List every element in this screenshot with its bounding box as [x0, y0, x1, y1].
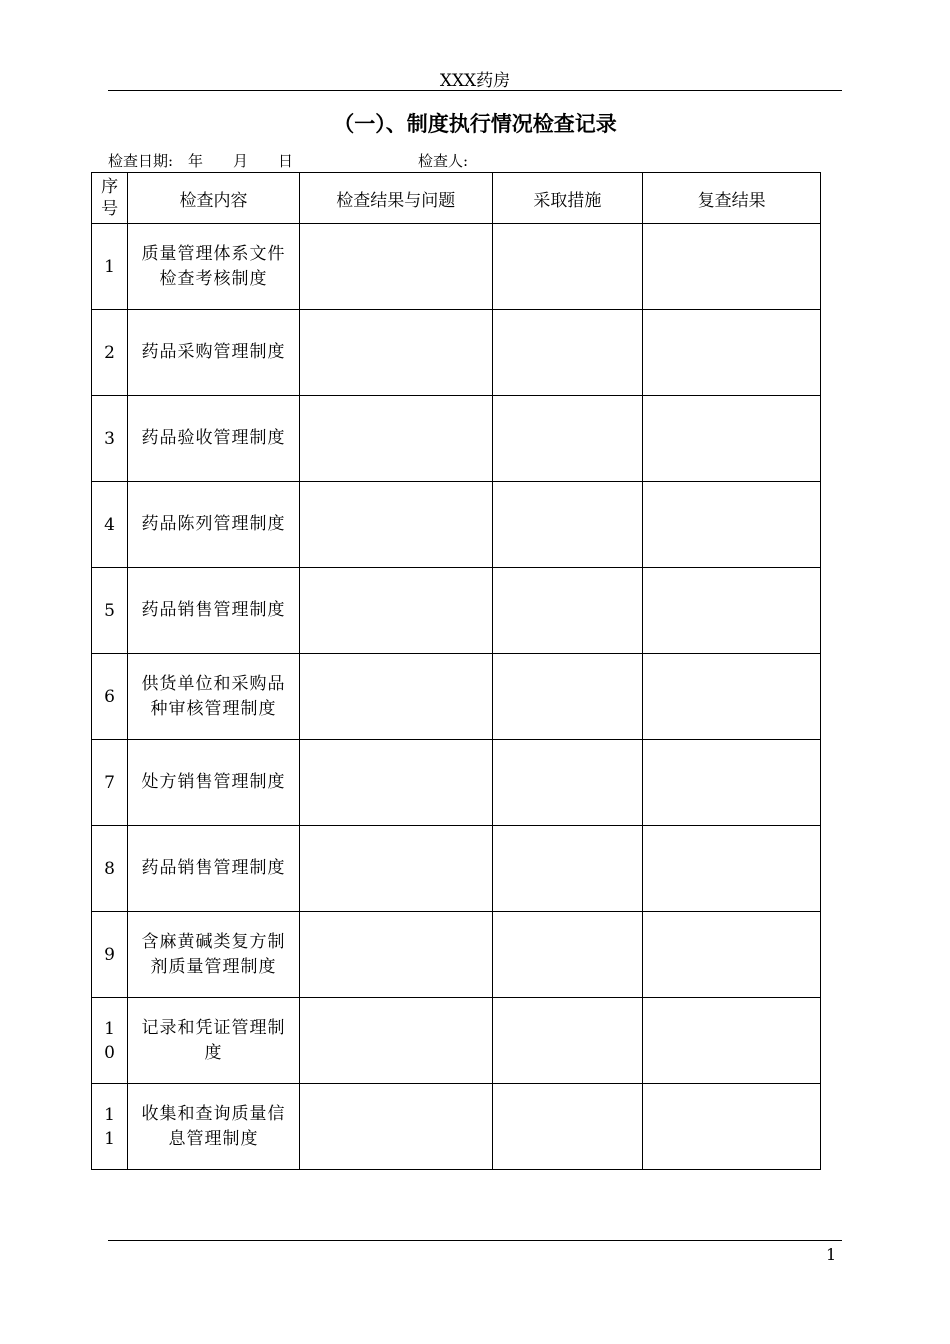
inspection-item: 质量管理体系文件检查考核制度: [128, 224, 300, 310]
measures-cell: [492, 224, 643, 310]
inspection-item: 药品验收管理制度: [128, 396, 300, 482]
table-row: [92, 740, 821, 826]
measures-cell: [492, 482, 643, 568]
table-row: [92, 482, 821, 568]
row-number: 1: [92, 224, 128, 310]
table-row: [92, 568, 821, 654]
running-header: XXX药房: [439, 71, 511, 91]
result-cell: [299, 654, 492, 740]
inspection-date-label: 检查日期: 年 月 日: [108, 152, 294, 170]
row-number: 7: [92, 740, 128, 826]
result-cell: [299, 1084, 492, 1170]
row-number: 4: [92, 482, 128, 568]
inspection-item: 药品销售管理制度: [128, 568, 300, 654]
row-number: 10: [92, 998, 128, 1084]
inspection-item: 药品采购管理制度: [128, 310, 300, 396]
inspection-item: 记录和凭证管理制度: [128, 998, 300, 1084]
measures-cell: [492, 1084, 643, 1170]
inspection-item: 供货单位和采购品种审核管理制度: [128, 654, 300, 740]
measures-cell: [492, 310, 643, 396]
table-row: [92, 826, 821, 912]
measures-cell: [492, 568, 643, 654]
column-header-no: 序号: [92, 173, 128, 224]
row-number: 3: [92, 396, 128, 482]
measures-cell: [492, 654, 643, 740]
table-row: [92, 1084, 821, 1170]
recheck-cell: [643, 912, 821, 998]
column-header-content: 检查内容: [128, 173, 300, 224]
measures-cell: [492, 826, 643, 912]
result-cell: [299, 826, 492, 912]
column-header-result: 检查结果与问题: [299, 173, 492, 224]
result-cell: [299, 224, 492, 310]
result-cell: [299, 310, 492, 396]
row-number: 11: [92, 1084, 128, 1170]
table-row: [92, 654, 821, 740]
table-row: [92, 396, 821, 482]
inspection-item: 含麻黄碱类复方制剂质量管理制度: [128, 912, 300, 998]
measures-cell: [492, 998, 643, 1084]
inspection-record-table: [91, 172, 821, 1170]
table-row: [92, 310, 821, 396]
row-number: 6: [92, 654, 128, 740]
footer-divider: [108, 1240, 842, 1241]
result-cell: [299, 740, 492, 826]
row-number: 8: [92, 826, 128, 912]
column-header-measures: 采取措施: [492, 173, 643, 224]
inspection-item: 处方销售管理制度: [128, 740, 300, 826]
row-number: 2: [92, 310, 128, 396]
recheck-cell: [643, 998, 821, 1084]
column-header-recheck: 复查结果: [643, 173, 821, 224]
inspector-label: 检查人:: [418, 152, 469, 170]
table-header-row: [92, 173, 821, 224]
inspection-item: 药品销售管理制度: [128, 826, 300, 912]
measures-cell: [492, 740, 643, 826]
result-cell: [299, 998, 492, 1084]
inspection-item: 药品陈列管理制度: [128, 482, 300, 568]
document-title: （一）、制度执行情况检查记录: [333, 112, 617, 136]
result-cell: [299, 482, 492, 568]
recheck-cell: [643, 310, 821, 396]
measures-cell: [492, 396, 643, 482]
recheck-cell: [643, 568, 821, 654]
page-number: 1: [826, 1245, 837, 1264]
recheck-cell: [643, 826, 821, 912]
recheck-cell: [643, 654, 821, 740]
result-cell: [299, 396, 492, 482]
recheck-cell: [643, 740, 821, 826]
measures-cell: [492, 912, 643, 998]
table-row: [92, 224, 821, 310]
result-cell: [299, 568, 492, 654]
recheck-cell: [643, 396, 821, 482]
table-row: [92, 998, 821, 1084]
recheck-cell: [643, 482, 821, 568]
result-cell: [299, 912, 492, 998]
row-number: 9: [92, 912, 128, 998]
inspection-item: 收集和查询质量信息管理制度: [128, 1084, 300, 1170]
header-divider: [108, 90, 842, 91]
recheck-cell: [643, 1084, 821, 1170]
row-number: 5: [92, 568, 128, 654]
recheck-cell: [643, 224, 821, 310]
table-row: [92, 912, 821, 998]
